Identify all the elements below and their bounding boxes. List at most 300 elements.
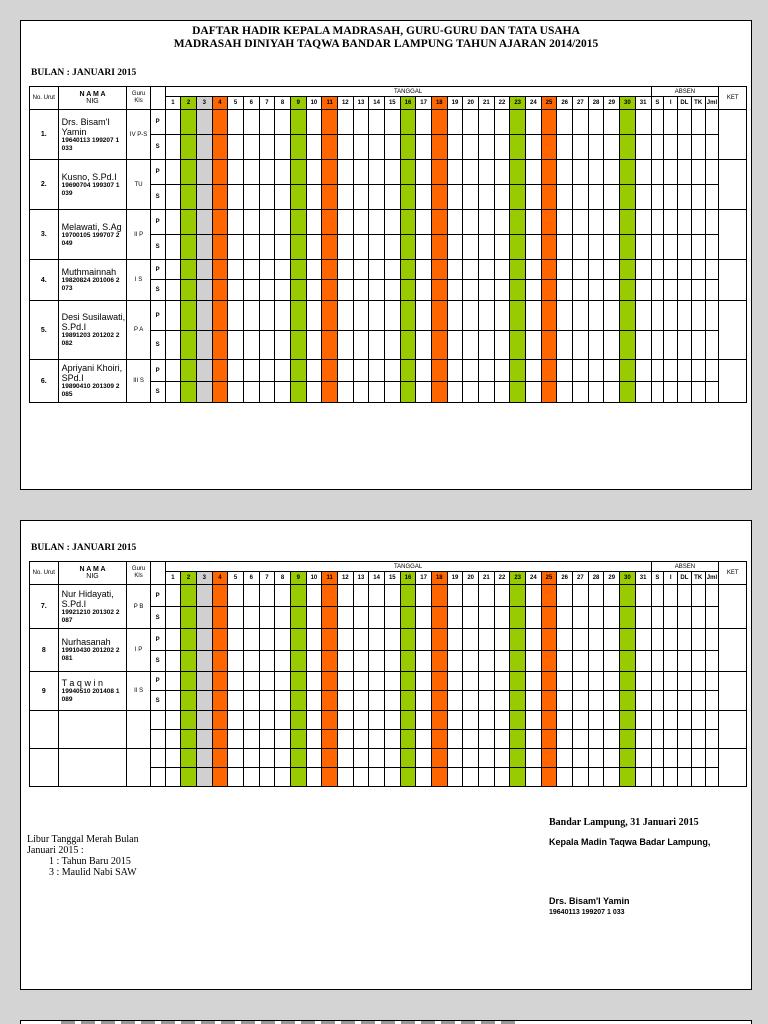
attendance-cell[interactable] — [243, 651, 259, 672]
absen-cell[interactable] — [664, 749, 678, 768]
absen-cell[interactable] — [678, 185, 692, 210]
absen-cell[interactable] — [678, 672, 692, 691]
attendance-cell[interactable] — [228, 382, 244, 403]
attendance-cell[interactable] — [259, 691, 275, 711]
attendance-cell[interactable] — [494, 382, 510, 403]
absen-cell[interactable] — [678, 210, 692, 235]
attendance-cell[interactable] — [416, 607, 432, 629]
attendance-cell[interactable] — [588, 607, 604, 629]
attendance-cell[interactable] — [384, 160, 400, 185]
attendance-cell[interactable] — [181, 160, 197, 185]
attendance-cell[interactable] — [573, 691, 589, 711]
attendance-cell[interactable] — [212, 235, 228, 260]
attendance-cell[interactable] — [510, 629, 526, 651]
attendance-cell[interactable] — [541, 360, 557, 382]
attendance-cell[interactable] — [588, 629, 604, 651]
attendance-cell[interactable] — [369, 360, 385, 382]
attendance-cell[interactable] — [526, 360, 542, 382]
attendance-cell[interactable] — [604, 749, 620, 768]
attendance-cell[interactable] — [526, 210, 542, 235]
attendance-cell[interactable] — [526, 629, 542, 651]
attendance-cell[interactable] — [353, 711, 369, 730]
attendance-cell[interactable] — [463, 711, 479, 730]
attendance-cell[interactable] — [275, 768, 291, 787]
attendance-cell[interactable] — [322, 382, 338, 403]
attendance-cell[interactable] — [573, 607, 589, 629]
attendance-cell[interactable] — [604, 110, 620, 135]
attendance-cell[interactable] — [573, 730, 589, 749]
attendance-cell[interactable] — [337, 629, 353, 651]
attendance-cell[interactable] — [416, 691, 432, 711]
attendance-cell[interactable] — [494, 160, 510, 185]
attendance-cell[interactable] — [479, 672, 495, 691]
attendance-cell[interactable] — [384, 331, 400, 360]
attendance-cell[interactable] — [431, 585, 447, 607]
attendance-cell[interactable] — [526, 651, 542, 672]
attendance-cell[interactable] — [275, 110, 291, 135]
absen-cell[interactable] — [691, 235, 705, 260]
absen-cell[interactable] — [664, 382, 678, 403]
attendance-cell[interactable] — [322, 185, 338, 210]
attendance-cell[interactable] — [165, 260, 181, 280]
attendance-cell[interactable] — [275, 360, 291, 382]
attendance-cell[interactable] — [196, 711, 212, 730]
absen-cell[interactable] — [664, 672, 678, 691]
attendance-cell[interactable] — [400, 749, 416, 768]
attendance-cell[interactable] — [510, 730, 526, 749]
attendance-cell[interactable] — [165, 331, 181, 360]
absen-cell[interactable] — [691, 360, 705, 382]
absen-cell[interactable] — [691, 301, 705, 331]
attendance-cell[interactable] — [416, 629, 432, 651]
attendance-cell[interactable] — [196, 629, 212, 651]
attendance-cell[interactable] — [447, 301, 463, 331]
attendance-cell[interactable] — [431, 185, 447, 210]
absen-cell[interactable] — [691, 135, 705, 160]
attendance-cell[interactable] — [479, 382, 495, 403]
attendance-cell[interactable] — [416, 382, 432, 403]
attendance-cell[interactable] — [228, 280, 244, 301]
attendance-cell[interactable] — [573, 280, 589, 301]
attendance-cell[interactable] — [416, 160, 432, 185]
attendance-cell[interactable] — [541, 301, 557, 331]
attendance-cell[interactable] — [243, 301, 259, 331]
absen-cell[interactable] — [678, 301, 692, 331]
absen-cell[interactable] — [664, 360, 678, 382]
attendance-cell[interactable] — [463, 749, 479, 768]
attendance-cell[interactable] — [212, 629, 228, 651]
attendance-cell[interactable] — [290, 360, 306, 382]
attendance-cell[interactable] — [447, 331, 463, 360]
attendance-cell[interactable] — [620, 730, 636, 749]
absen-cell[interactable] — [678, 135, 692, 160]
absen-cell[interactable] — [664, 331, 678, 360]
attendance-cell[interactable] — [165, 210, 181, 235]
attendance-cell[interactable] — [353, 360, 369, 382]
absen-cell[interactable] — [705, 691, 719, 711]
attendance-cell[interactable] — [196, 768, 212, 787]
attendance-cell[interactable] — [620, 651, 636, 672]
attendance-cell[interactable] — [384, 301, 400, 331]
empty-no-cell[interactable] — [30, 711, 59, 749]
attendance-cell[interactable] — [541, 260, 557, 280]
attendance-cell[interactable] — [243, 331, 259, 360]
attendance-cell[interactable] — [447, 672, 463, 691]
attendance-cell[interactable] — [557, 185, 573, 210]
absen-cell[interactable] — [678, 331, 692, 360]
attendance-cell[interactable] — [228, 360, 244, 382]
attendance-cell[interactable] — [337, 260, 353, 280]
absen-cell[interactable] — [705, 235, 719, 260]
attendance-cell[interactable] — [400, 301, 416, 331]
attendance-cell[interactable] — [384, 235, 400, 260]
attendance-cell[interactable] — [479, 331, 495, 360]
attendance-cell[interactable] — [275, 629, 291, 651]
attendance-cell[interactable] — [384, 585, 400, 607]
attendance-cell[interactable] — [620, 160, 636, 185]
attendance-cell[interactable] — [306, 585, 322, 607]
attendance-cell[interactable] — [416, 749, 432, 768]
attendance-cell[interactable] — [228, 672, 244, 691]
attendance-cell[interactable] — [181, 382, 197, 403]
attendance-cell[interactable] — [290, 235, 306, 260]
attendance-cell[interactable] — [290, 280, 306, 301]
attendance-cell[interactable] — [400, 585, 416, 607]
attendance-cell[interactable] — [400, 360, 416, 382]
attendance-cell[interactable] — [573, 235, 589, 260]
ket-cell[interactable] — [719, 629, 747, 672]
attendance-cell[interactable] — [165, 280, 181, 301]
attendance-cell[interactable] — [243, 110, 259, 135]
attendance-cell[interactable] — [620, 672, 636, 691]
attendance-cell[interactable] — [573, 160, 589, 185]
attendance-cell[interactable] — [243, 629, 259, 651]
attendance-cell[interactable] — [635, 749, 651, 768]
attendance-cell[interactable] — [541, 730, 557, 749]
attendance-cell[interactable] — [447, 210, 463, 235]
attendance-cell[interactable] — [306, 160, 322, 185]
attendance-cell[interactable] — [463, 160, 479, 185]
absen-cell[interactable] — [651, 585, 664, 607]
absen-cell[interactable] — [678, 160, 692, 185]
attendance-cell[interactable] — [337, 730, 353, 749]
attendance-cell[interactable] — [353, 160, 369, 185]
attendance-cell[interactable] — [510, 711, 526, 730]
absen-cell[interactable] — [691, 749, 705, 768]
attendance-cell[interactable] — [322, 301, 338, 331]
attendance-cell[interactable] — [635, 629, 651, 651]
attendance-cell[interactable] — [243, 730, 259, 749]
attendance-cell[interactable] — [306, 280, 322, 301]
attendance-cell[interactable] — [463, 730, 479, 749]
absen-cell[interactable] — [691, 110, 705, 135]
attendance-cell[interactable] — [510, 301, 526, 331]
attendance-cell[interactable] — [400, 280, 416, 301]
attendance-cell[interactable] — [635, 730, 651, 749]
attendance-cell[interactable] — [243, 382, 259, 403]
attendance-cell[interactable] — [573, 301, 589, 331]
attendance-cell[interactable] — [526, 160, 542, 185]
attendance-cell[interactable] — [494, 730, 510, 749]
attendance-cell[interactable] — [447, 629, 463, 651]
ket-cell[interactable] — [719, 260, 747, 301]
attendance-cell[interactable] — [557, 301, 573, 331]
attendance-cell[interactable] — [635, 135, 651, 160]
attendance-cell[interactable] — [165, 629, 181, 651]
attendance-cell[interactable] — [306, 135, 322, 160]
attendance-cell[interactable] — [604, 360, 620, 382]
attendance-cell[interactable] — [290, 691, 306, 711]
attendance-cell[interactable] — [588, 382, 604, 403]
attendance-cell[interactable] — [479, 691, 495, 711]
absen-cell[interactable] — [705, 210, 719, 235]
attendance-cell[interactable] — [510, 585, 526, 607]
attendance-cell[interactable] — [322, 135, 338, 160]
attendance-cell[interactable] — [431, 360, 447, 382]
attendance-cell[interactable] — [181, 260, 197, 280]
attendance-cell[interactable] — [635, 280, 651, 301]
attendance-cell[interactable] — [337, 331, 353, 360]
attendance-cell[interactable] — [416, 768, 432, 787]
absen-cell[interactable] — [705, 135, 719, 160]
attendance-cell[interactable] — [353, 235, 369, 260]
attendance-cell[interactable] — [400, 629, 416, 651]
attendance-cell[interactable] — [463, 382, 479, 403]
attendance-cell[interactable] — [526, 260, 542, 280]
attendance-cell[interactable] — [228, 210, 244, 235]
absen-cell[interactable] — [664, 110, 678, 135]
attendance-cell[interactable] — [431, 672, 447, 691]
attendance-cell[interactable] — [228, 585, 244, 607]
attendance-cell[interactable] — [416, 235, 432, 260]
attendance-cell[interactable] — [463, 651, 479, 672]
attendance-cell[interactable] — [353, 691, 369, 711]
attendance-cell[interactable] — [212, 280, 228, 301]
attendance-cell[interactable] — [259, 360, 275, 382]
attendance-cell[interactable] — [337, 160, 353, 185]
attendance-cell[interactable] — [431, 768, 447, 787]
attendance-cell[interactable] — [416, 110, 432, 135]
attendance-cell[interactable] — [431, 110, 447, 135]
absen-cell[interactable] — [705, 672, 719, 691]
attendance-cell[interactable] — [165, 360, 181, 382]
attendance-cell[interactable] — [275, 749, 291, 768]
attendance-cell[interactable] — [212, 160, 228, 185]
absen-cell[interactable] — [705, 730, 719, 749]
attendance-cell[interactable] — [620, 768, 636, 787]
attendance-cell[interactable] — [290, 585, 306, 607]
attendance-cell[interactable] — [212, 768, 228, 787]
attendance-cell[interactable] — [557, 280, 573, 301]
attendance-cell[interactable] — [416, 331, 432, 360]
attendance-cell[interactable] — [416, 260, 432, 280]
attendance-cell[interactable] — [604, 607, 620, 629]
attendance-cell[interactable] — [557, 768, 573, 787]
attendance-cell[interactable] — [275, 382, 291, 403]
attendance-cell[interactable] — [243, 160, 259, 185]
attendance-cell[interactable] — [541, 749, 557, 768]
attendance-cell[interactable] — [541, 768, 557, 787]
attendance-cell[interactable] — [259, 260, 275, 280]
attendance-cell[interactable] — [541, 210, 557, 235]
attendance-cell[interactable] — [337, 280, 353, 301]
absen-cell[interactable] — [651, 301, 664, 331]
attendance-cell[interactable] — [588, 711, 604, 730]
attendance-cell[interactable] — [369, 185, 385, 210]
attendance-cell[interactable] — [463, 360, 479, 382]
attendance-cell[interactable] — [369, 768, 385, 787]
attendance-cell[interactable] — [541, 185, 557, 210]
absen-cell[interactable] — [678, 260, 692, 280]
attendance-cell[interactable] — [604, 235, 620, 260]
attendance-cell[interactable] — [635, 301, 651, 331]
attendance-cell[interactable] — [228, 301, 244, 331]
attendance-cell[interactable] — [196, 160, 212, 185]
attendance-cell[interactable] — [541, 691, 557, 711]
attendance-cell[interactable] — [275, 331, 291, 360]
attendance-cell[interactable] — [573, 185, 589, 210]
attendance-cell[interactable] — [573, 110, 589, 135]
absen-cell[interactable] — [664, 629, 678, 651]
attendance-cell[interactable] — [541, 629, 557, 651]
attendance-cell[interactable] — [196, 301, 212, 331]
attendance-cell[interactable] — [322, 360, 338, 382]
attendance-cell[interactable] — [290, 110, 306, 135]
attendance-cell[interactable] — [322, 331, 338, 360]
attendance-cell[interactable] — [431, 280, 447, 301]
attendance-cell[interactable] — [400, 730, 416, 749]
attendance-cell[interactable] — [290, 672, 306, 691]
attendance-cell[interactable] — [463, 210, 479, 235]
empty-class-cell[interactable] — [127, 711, 150, 749]
attendance-cell[interactable] — [243, 260, 259, 280]
attendance-cell[interactable] — [494, 585, 510, 607]
absen-cell[interactable] — [678, 607, 692, 629]
attendance-cell[interactable] — [604, 280, 620, 301]
attendance-cell[interactable] — [353, 585, 369, 607]
attendance-cell[interactable] — [212, 331, 228, 360]
attendance-cell[interactable] — [165, 135, 181, 160]
attendance-cell[interactable] — [181, 749, 197, 768]
attendance-cell[interactable] — [243, 607, 259, 629]
attendance-cell[interactable] — [620, 331, 636, 360]
attendance-cell[interactable] — [463, 691, 479, 711]
absen-cell[interactable] — [664, 135, 678, 160]
attendance-cell[interactable] — [463, 235, 479, 260]
attendance-cell[interactable] — [306, 185, 322, 210]
attendance-cell[interactable] — [479, 260, 495, 280]
absen-cell[interactable] — [651, 160, 664, 185]
attendance-cell[interactable] — [322, 629, 338, 651]
attendance-cell[interactable] — [557, 691, 573, 711]
attendance-cell[interactable] — [588, 691, 604, 711]
attendance-cell[interactable] — [337, 607, 353, 629]
attendance-cell[interactable] — [447, 260, 463, 280]
attendance-cell[interactable] — [290, 629, 306, 651]
attendance-cell[interactable] — [384, 607, 400, 629]
attendance-cell[interactable] — [416, 730, 432, 749]
absen-cell[interactable] — [691, 651, 705, 672]
attendance-cell[interactable] — [337, 585, 353, 607]
attendance-cell[interactable] — [526, 301, 542, 331]
attendance-cell[interactable] — [416, 210, 432, 235]
attendance-cell[interactable] — [494, 185, 510, 210]
attendance-cell[interactable] — [494, 210, 510, 235]
attendance-cell[interactable] — [228, 768, 244, 787]
empty-ps-cell[interactable] — [150, 768, 165, 787]
attendance-cell[interactable] — [290, 651, 306, 672]
absen-cell[interactable] — [678, 110, 692, 135]
attendance-cell[interactable] — [604, 331, 620, 360]
ket-cell[interactable] — [719, 711, 747, 749]
absen-cell[interactable] — [651, 691, 664, 711]
attendance-cell[interactable] — [557, 382, 573, 403]
attendance-cell[interactable] — [369, 110, 385, 135]
attendance-cell[interactable] — [479, 607, 495, 629]
attendance-cell[interactable] — [322, 768, 338, 787]
attendance-cell[interactable] — [275, 185, 291, 210]
absen-cell[interactable] — [691, 730, 705, 749]
absen-cell[interactable] — [651, 280, 664, 301]
attendance-cell[interactable] — [431, 629, 447, 651]
absen-cell[interactable] — [664, 210, 678, 235]
attendance-cell[interactable] — [635, 585, 651, 607]
attendance-cell[interactable] — [557, 331, 573, 360]
absen-cell[interactable] — [664, 607, 678, 629]
attendance-cell[interactable] — [275, 280, 291, 301]
absen-cell[interactable] — [651, 651, 664, 672]
attendance-cell[interactable] — [290, 768, 306, 787]
attendance-cell[interactable] — [353, 280, 369, 301]
attendance-cell[interactable] — [635, 768, 651, 787]
attendance-cell[interactable] — [588, 672, 604, 691]
absen-cell[interactable] — [664, 691, 678, 711]
attendance-cell[interactable] — [510, 210, 526, 235]
attendance-cell[interactable] — [228, 110, 244, 135]
attendance-cell[interactable] — [306, 260, 322, 280]
attendance-cell[interactable] — [228, 160, 244, 185]
attendance-cell[interactable] — [620, 629, 636, 651]
attendance-cell[interactable] — [620, 185, 636, 210]
attendance-cell[interactable] — [181, 768, 197, 787]
attendance-cell[interactable] — [259, 280, 275, 301]
attendance-cell[interactable] — [620, 110, 636, 135]
attendance-cell[interactable] — [604, 672, 620, 691]
attendance-cell[interactable] — [243, 280, 259, 301]
attendance-cell[interactable] — [400, 110, 416, 135]
attendance-cell[interactable] — [479, 629, 495, 651]
absen-cell[interactable] — [678, 382, 692, 403]
attendance-cell[interactable] — [604, 629, 620, 651]
attendance-cell[interactable] — [243, 691, 259, 711]
attendance-cell[interactable] — [494, 260, 510, 280]
attendance-cell[interactable] — [494, 629, 510, 651]
attendance-cell[interactable] — [635, 235, 651, 260]
attendance-cell[interactable] — [463, 135, 479, 160]
empty-no-cell[interactable] — [30, 749, 59, 787]
attendance-cell[interactable] — [635, 210, 651, 235]
attendance-cell[interactable] — [322, 691, 338, 711]
attendance-cell[interactable] — [353, 185, 369, 210]
absen-cell[interactable] — [691, 691, 705, 711]
absen-cell[interactable] — [691, 629, 705, 651]
attendance-cell[interactable] — [573, 749, 589, 768]
attendance-cell[interactable] — [384, 768, 400, 787]
attendance-cell[interactable] — [541, 585, 557, 607]
attendance-cell[interactable] — [306, 607, 322, 629]
attendance-cell[interactable] — [337, 768, 353, 787]
attendance-cell[interactable] — [604, 301, 620, 331]
